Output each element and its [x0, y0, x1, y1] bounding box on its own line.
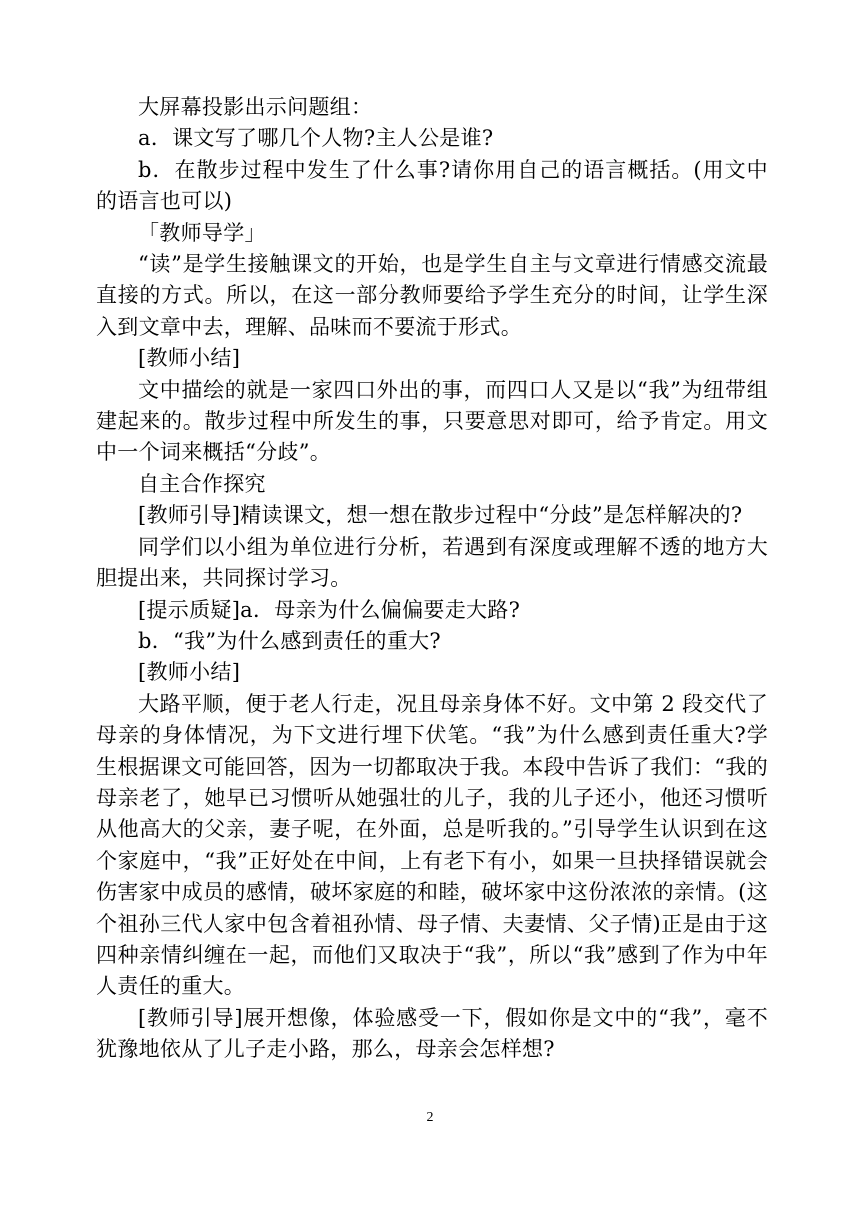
- paragraph: 同学们以小组为单位进行分析，若遇到有深度或理解不透的地方大胆提出来，共同探讨学习。: [96, 534, 768, 591]
- paragraph: “读”是学生接触课文的开始，也是学生自主与文章进行情感交流最直接的方式。所以，在这一部分教师要给予学生充分的时间，让学生深入到文章中去，理解、品味而不要流于形式。: [96, 252, 768, 339]
- section-heading: 自主合作探究: [138, 471, 266, 496]
- paragraph: b．“我”为什么感到责任的重大?: [138, 628, 441, 653]
- page-number: 2: [426, 1110, 434, 1125]
- paragraph: [提示质疑]a．母亲为什么偏偏要走大路?: [138, 597, 521, 622]
- paragraph: 大路平顺，便于老人行走，况且母亲身体不好。文中第 2 段交代了母亲的身体情况，为下文进行埋下伏笔。“我”为什么感到责任重大?学生根据课文可能回答，因为一切都取决于我。本段中告诉了我们：“我的母亲老了，她早已习惯听从她强壮的儿子，我的儿子还小，他还习惯听从他高大的父亲，妻子呢，在外面，总是听我的。”引导学生认识到在这个家庭中，“我”正好处在中间，上有老下有小，如果一旦抉择错误就会伤害家中成员的感情，破坏家庭的和睦，破坏家中这份浓浓的亲情。(这个祖孙三代人家中包含着祖孙情、母子情、夫妻情、父子情)正是由于这四种亲情纠缠在一起，而他们又取决于“我”，所以“我”感到了作为中年人责任的重大。: [96, 691, 768, 999]
- document-body: [96, 92, 768, 1066]
- paragraph: [教师引导]展开想像，体验感受一下，假如你是文中的“我”，毫不犹豫地依从了儿子走小路，那么，母亲会怎样想?: [96, 1005, 768, 1062]
- paragraph: 「教师导学」: [138, 220, 266, 245]
- paragraph: 文中描绘的就是一家四口外出的事，而四口人又是以“我”为纽带组建起来的。散步过程中所发生的事，只要意思对即可，给予肯定。用文中一个词来概括“分歧”。: [96, 377, 768, 465]
- paragraph: 大屏幕投影出示问题组：: [138, 95, 373, 119]
- paragraph: [教师引导]精读课文，想一想在散步过程中“分歧”是怎样解决的?: [138, 503, 743, 528]
- paragraph: [教师小结]: [138, 346, 241, 371]
- paragraph: [教师小结]: [138, 660, 241, 685]
- paragraph: b．在散步过程中发生了什么事?请你用自己的语言概括。(用文中的语言也可以): [96, 157, 768, 214]
- paragraph: a．课文写了哪几个人物?主人公是谁?: [138, 126, 494, 151]
